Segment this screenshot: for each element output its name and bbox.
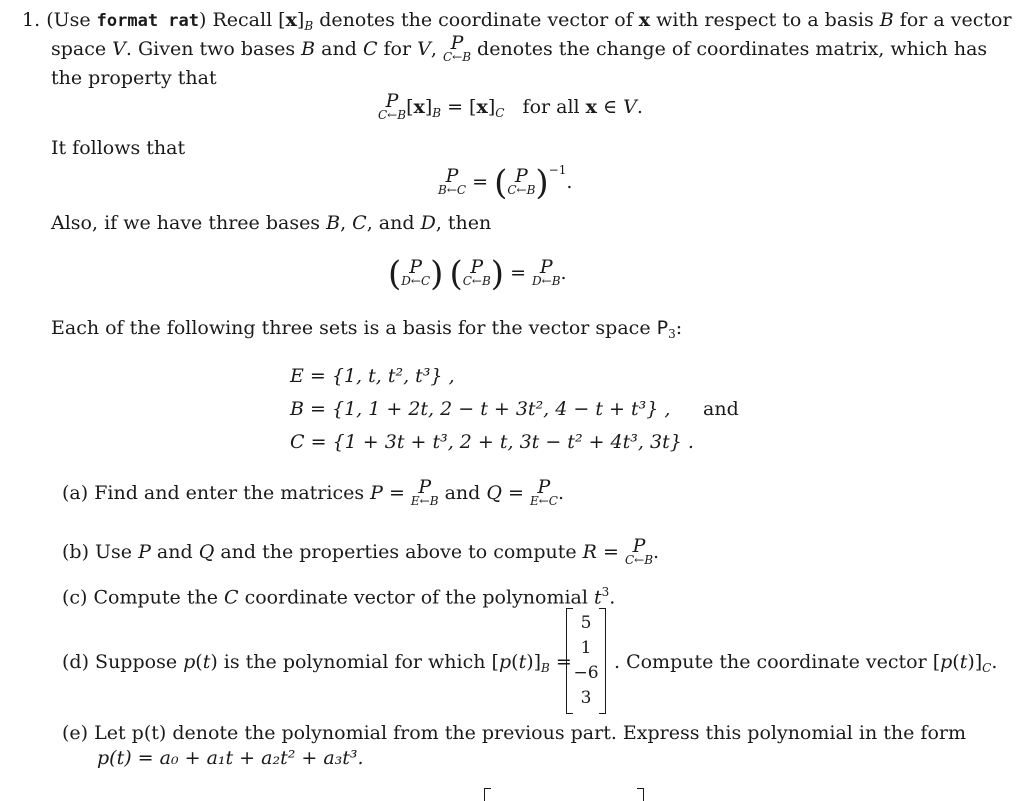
bold-x: x	[285, 9, 297, 31]
basis-C-set: = {1 + 3t + t³, 2 + t, 3t − t² + 4t³, 3t} .	[310, 431, 694, 453]
coordinate-vector-matrix	[566, 608, 606, 712]
subscript-B: B	[304, 19, 314, 33]
part-a-and: and	[438, 482, 487, 504]
line2-text-5: denotes the change of coordinates matrix, which has	[471, 38, 988, 60]
space-subscript: 3	[668, 327, 676, 341]
V-symbol: V	[112, 38, 126, 60]
basis-E	[290, 364, 455, 388]
each-basis-line: Each of the following three sets is a basis for the vector space $P_3$:	[51, 317, 683, 341]
problem-line-3: the property that	[51, 67, 217, 89]
basis-C-name: C	[290, 431, 305, 453]
part-c-text: Compute the	[93, 586, 224, 609]
change-matrix-C-B-2: P C←B	[378, 90, 407, 122]
vector-entry-1: 5	[580, 613, 592, 633]
basis-B	[290, 397, 670, 421]
vector-entry-2: 1	[580, 638, 592, 658]
basis-E-set: = {1, t, t², t³} ,	[309, 365, 455, 387]
part-c-label: (c)	[62, 586, 88, 609]
partial-matrix-bracket	[484, 788, 644, 800]
basis-B-symbol: B	[879, 9, 894, 31]
part-b: (b) Use P and Q and the properties above to compute R = P C←B .	[62, 535, 660, 567]
format-code: format rat	[96, 11, 200, 31]
part-e	[62, 721, 966, 745]
line2-text: space	[51, 38, 113, 60]
part-d-tail: . Compute the coordinate vector $[p(t)]_C$.	[614, 651, 998, 675]
basis-C	[290, 430, 694, 454]
line2-text-4: for	[377, 38, 418, 60]
vector-entry-3: −6	[573, 663, 599, 683]
follows-text: It follows that	[51, 137, 186, 159]
part-c-text-2: coordinate vector of the polynomial	[238, 586, 595, 609]
part-b-text-3: and the properties above to compute	[214, 541, 583, 563]
intro-text-5: for a vector	[893, 9, 1012, 31]
bracket: ]	[296, 9, 305, 31]
basis-E-name: E	[290, 365, 304, 387]
inverse-equation: P B←C = ( P C←B )$^{-1}$.	[438, 163, 573, 203]
composition-equation: ( P D←C ) ( P C←B ) = P D←B .	[388, 254, 567, 294]
part-d: (d) Suppose p(t) is the polynomial for which $[p(t)]_B$ =	[62, 651, 572, 675]
part-e-label: (e)	[62, 722, 89, 744]
three-bases-line: Also, if we have three bases B, C, and D, then	[51, 212, 492, 234]
V-symbol-2: V	[417, 38, 431, 60]
part-b-text-2: and	[150, 541, 199, 563]
intro-text: (Use	[46, 9, 91, 31]
B-symbol: B	[301, 38, 316, 60]
vector-entry-4: 3	[580, 688, 592, 708]
property-equation: P C←B $[x]_B = [x]_C$ for all x ∈ V.	[378, 90, 643, 122]
part-d-text-2: is the polynomial for which	[217, 651, 492, 673]
intro-text-3: denotes the coordinate vector of	[313, 9, 639, 31]
problem-line-2	[51, 34, 987, 63]
part-a-label: (a)	[62, 482, 89, 504]
part-a: (a) Find and enter the matrices P = P E←B and Q = P E←C .	[62, 476, 564, 508]
property-tail: for all	[522, 96, 586, 118]
basis-B-name: B	[290, 398, 304, 420]
each-basis-text: Each of the following three sets is a basis for the vector space	[51, 317, 657, 339]
part-e-formula: p(t) = a₀ + a₁t + a₂t² + a₃t³.	[97, 747, 364, 769]
part-b-text: Use	[95, 541, 139, 563]
part-a-text: Find and enter the matrices	[94, 482, 371, 504]
problem-number: 1.	[22, 9, 41, 31]
part-e-text: Let p(t) denote the polynomial from the previous part. Express this polynomial in the form	[94, 722, 966, 744]
space-symbol: P	[656, 317, 669, 339]
line2-text-2: . Given two bases	[125, 38, 302, 60]
part-d-text-3: . Compute the coordinate vector	[614, 651, 933, 673]
and-word: and	[703, 398, 739, 420]
intro-text-2: ) Recall [	[199, 9, 286, 31]
three-bases-text: Also, if we have three bases	[51, 212, 327, 234]
part-b-label: (b)	[62, 541, 89, 563]
line2-text-3: and	[315, 38, 363, 60]
part-d-text: Suppose	[95, 651, 184, 673]
three-bases-tail: , then	[435, 212, 492, 234]
basis-B-set: = {1, 1 + 2t, 2 − t + 3t², 4 − t + t³} ,	[310, 398, 671, 420]
part-c: (c) Compute the C coordinate vector of the polynomial $t^3$.	[62, 585, 616, 609]
part-d-label: (d)	[62, 651, 89, 673]
bold-x-2: x	[638, 9, 651, 31]
intro-text-4: with respect to a basis	[650, 9, 880, 31]
change-matrix-C-B: P C←B	[442, 32, 472, 64]
C-symbol: C	[362, 38, 378, 60]
comma: ,	[430, 38, 443, 60]
